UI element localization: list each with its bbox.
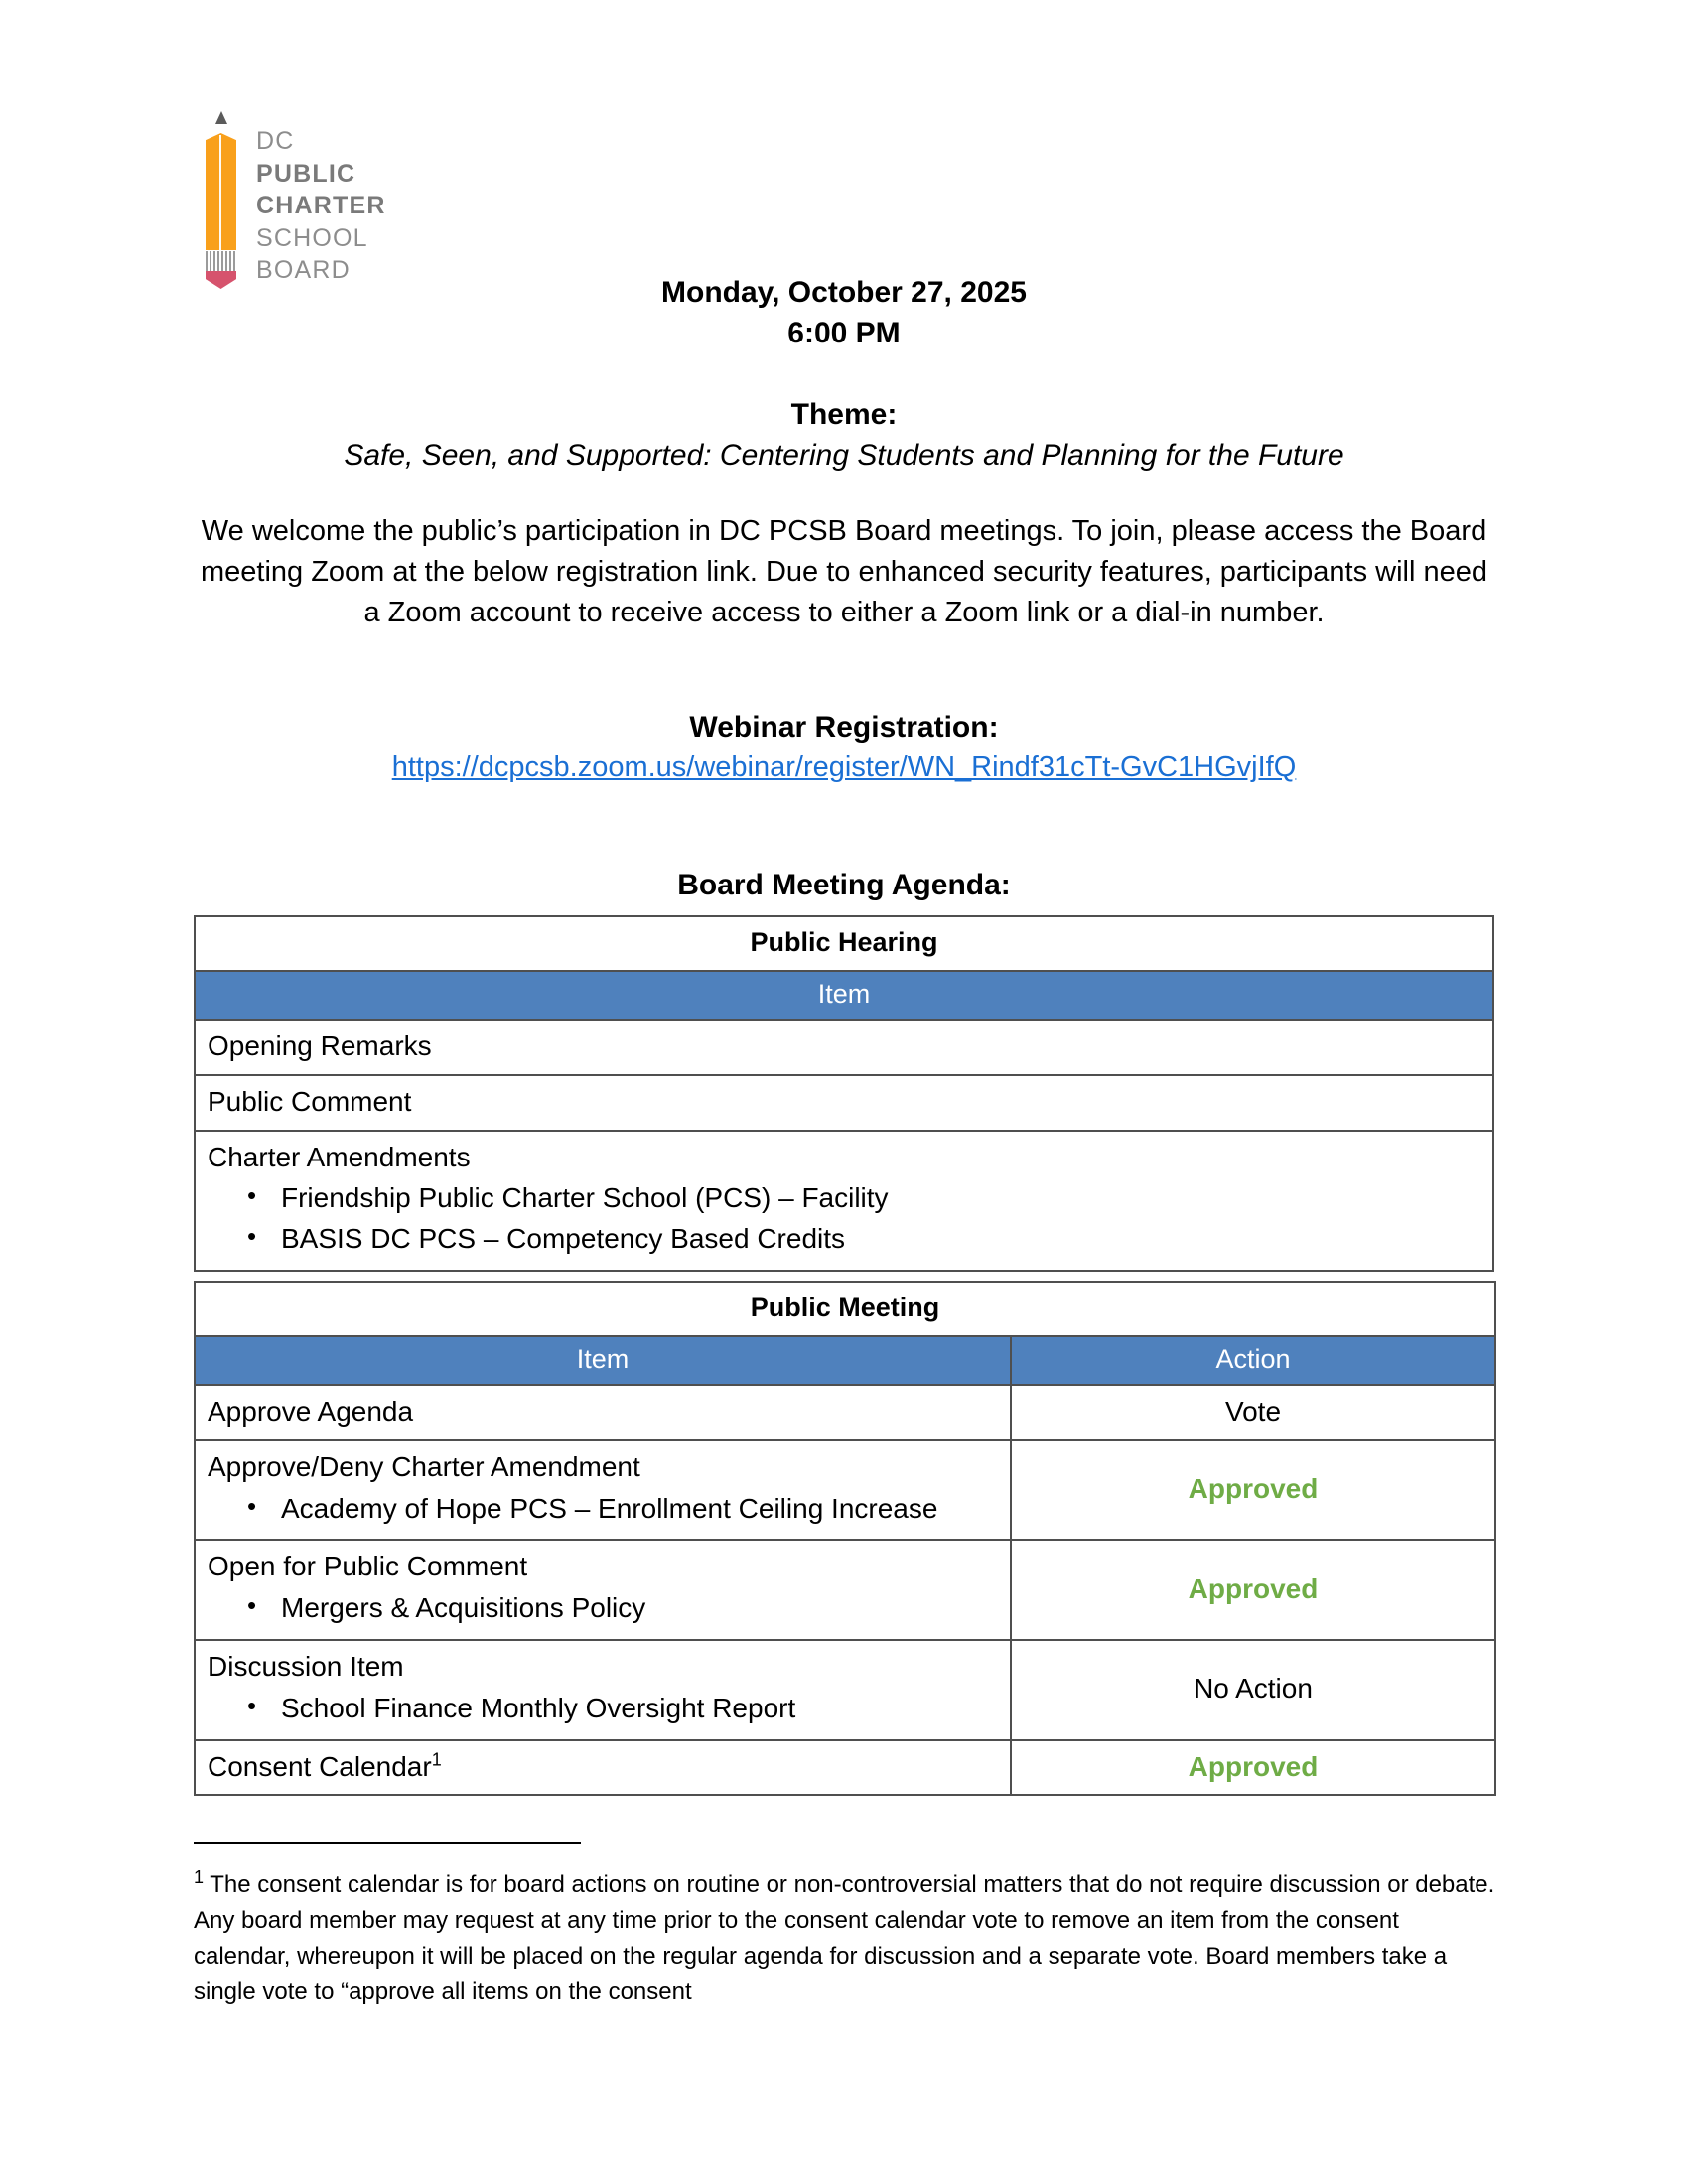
- theme-text: Safe, Seen, and Supported: Centering Students and Planning for the Future: [344, 438, 1344, 472]
- agenda-item-bullets: [208, 1178, 1482, 1260]
- action-cell: [1011, 1640, 1495, 1740]
- webinar-registration-link[interactable]: https://dcpcsb.zoom.us/webinar/register/WN_Rindf31cTt-GvC1HGvjIfQ: [391, 751, 1297, 784]
- pencil-seam-icon: [219, 135, 221, 250]
- agenda-heading: Board Meeting Agenda:: [677, 869, 1011, 901]
- table-row: [195, 1075, 1493, 1131]
- action-value: Vote: [1224, 1395, 1282, 1427]
- status-badge: Approved: [1188, 1572, 1319, 1604]
- consent-calendar-label: Consent Calendar: [208, 1750, 432, 1782]
- table-column-header-row: [195, 971, 1493, 1020]
- action-cell: [1011, 1540, 1495, 1640]
- list-item: • School Finance Monthly Oversight Report: [281, 1689, 1000, 1729]
- footnote-marker: 1: [431, 1749, 442, 1770]
- agenda-item-bullets: [208, 1689, 1000, 1729]
- column-header-item: Item: [195, 1336, 1011, 1385]
- agenda-item-cell: [195, 1540, 1011, 1640]
- status-badge: Approved: [1188, 1750, 1319, 1782]
- table-title-row: [195, 1282, 1495, 1336]
- agenda-item-cell: [195, 1131, 1493, 1272]
- agenda-item-label: Charter Amendments: [208, 1141, 471, 1172]
- table-row: [195, 1640, 1495, 1740]
- agenda-item-cell: [195, 1385, 1011, 1440]
- agenda-item-cell: [195, 1020, 1493, 1075]
- action-value: No Action: [1194, 1673, 1313, 1705]
- footnote-reference-marker: 1: [194, 1867, 205, 1887]
- agenda-item-label: Approve/Deny Charter Amendment: [208, 1450, 640, 1482]
- theme-label: Theme:: [790, 398, 898, 431]
- dc-pcsb-logo: [199, 111, 457, 300]
- table-row: [195, 1020, 1493, 1075]
- webinar-registration-block: [194, 707, 1494, 787]
- meeting-time: 6:00 PM: [787, 316, 901, 349]
- action-cell: [1011, 1385, 1495, 1440]
- column-header-item: Item: [195, 971, 1493, 1020]
- column-header-action: Action: [1011, 1336, 1495, 1385]
- agenda-item-bullets: [208, 1588, 1000, 1629]
- table-row: [195, 1440, 1495, 1541]
- logo-wordmark: [256, 125, 386, 287]
- agenda-item-label: Approve Agenda: [208, 1396, 414, 1427]
- table-row: [195, 1131, 1493, 1272]
- logo-line-charter: CHARTER: [256, 192, 386, 219]
- meeting-date: Monday, October 27, 2025: [661, 276, 1027, 309]
- table-title-row: [195, 916, 1493, 971]
- theme-block: [194, 395, 1494, 477]
- table-row: [195, 1385, 1495, 1440]
- logo-line-board: BOARD: [256, 256, 351, 284]
- status-badge: Approved: [1188, 1473, 1319, 1505]
- agenda-item-cell: [195, 1075, 1493, 1131]
- action-cell: [1011, 1440, 1495, 1541]
- list-item: • Friendship Public Charter School (PCS) – Facility: [281, 1178, 1482, 1219]
- welcome-paragraph: We welcome the public’s participation in DC PCSB Board meetings. To join, please access the Board meeting Zoom at the below registration link. Due to enhanced security features, participants will need a Zoom account to receive access to either a Zoom link or a dial-in number.: [200, 515, 1488, 629]
- public-meeting-title: Public Meeting: [195, 1282, 1495, 1336]
- agenda-item-cell: [195, 1640, 1011, 1740]
- list-item: • Academy of Hope PCS – Enrollment Ceiling Increase: [281, 1489, 1000, 1530]
- list-item: • BASIS DC PCS – Competency Based Credits: [281, 1219, 1482, 1260]
- agenda-item-bullets: [208, 1489, 1000, 1530]
- public-hearing-title: Public Hearing: [195, 916, 1493, 971]
- table-row: [195, 1540, 1495, 1640]
- footnote-body: The consent calendar is for board actions on routine or non-controversial matters that do not require discussion or debate. Any board member may request at any time prior to the consent calendar vote to remove an item from the consent calendar, whereupon it will be placed on the regular agenda for discussion and a separate vote. Board members take a single vote to “approve all items on the consent: [194, 1871, 1495, 2005]
- action-cell: [1011, 1740, 1495, 1796]
- logo-line-school: SCHOOL: [256, 223, 368, 252]
- logo-line-dc: DC: [256, 127, 295, 155]
- agenda-item-label: Public Comment: [208, 1085, 412, 1117]
- public-hearing-table: [194, 915, 1494, 1272]
- agenda-item-label: [208, 1747, 1000, 1787]
- webinar-registration-label: Webinar Registration:: [689, 711, 999, 744]
- table-column-header-row: [195, 1336, 1495, 1385]
- agenda-item-label: Opening Remarks: [208, 1030, 432, 1061]
- pencil-icon: [199, 111, 244, 292]
- logo-line-public: PUBLIC: [256, 159, 356, 188]
- agenda-item-label: Open for Public Comment: [208, 1551, 528, 1582]
- list-item: • Mergers & Acquisitions Policy: [281, 1588, 1000, 1629]
- agenda-item-cell: [195, 1740, 1011, 1796]
- public-meeting-table: [194, 1281, 1496, 1796]
- agenda-item-cell: [195, 1440, 1011, 1541]
- meeting-datetime: [194, 273, 1494, 354]
- footnote-separator: [194, 1842, 581, 1844]
- table-row: [195, 1740, 1495, 1796]
- agenda-item-label: Discussion Item: [208, 1651, 404, 1682]
- pencil-ferrule-icon: [206, 251, 236, 272]
- footnote-text: [194, 1864, 1499, 2010]
- pencil-tip-icon: [215, 111, 227, 124]
